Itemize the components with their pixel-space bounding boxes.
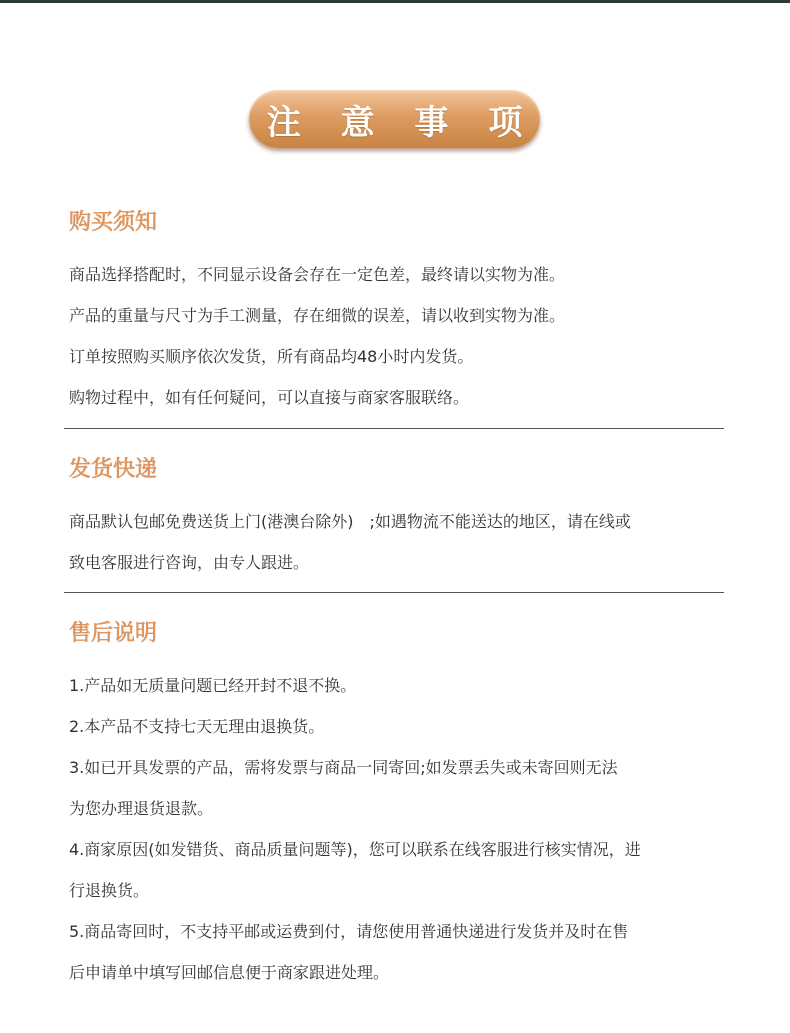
text-line: 购物过程中，如有任何疑问，可以直接与商家客服联络。 bbox=[69, 388, 470, 407]
section-purchase-notice bbox=[69, 208, 725, 418]
section-shipping bbox=[69, 455, 725, 583]
text-line: 4.商家原因(如发错货、商品质量问题等)，您可以联系在线客服进行核实情况，进 bbox=[69, 840, 641, 859]
text-line: 致电客服进行咨询，由专人跟进。 bbox=[69, 553, 310, 572]
section-title: 购买须知 bbox=[69, 210, 158, 235]
text-line: 后申请单中填写回邮信息便于商家跟进处理。 bbox=[69, 963, 390, 982]
text-line: 1.产品如无质量问题已经开封不退不换。 bbox=[69, 676, 357, 695]
text-line: 产品的重量与尺寸为手工测量，存在细微的误差，请以收到实物为准。 bbox=[69, 306, 566, 325]
text-line: 行退换货。 bbox=[69, 881, 150, 900]
text-line: 为您办理退货退款。 bbox=[69, 799, 214, 818]
text-line: 3.如已开具发票的产品，需将发票与商品一同寄回;如发票丢失或未寄回则无法 bbox=[69, 758, 618, 777]
section-title: 售后说明 bbox=[69, 621, 158, 646]
text-line: 5.商品寄回时，不支持平邮或运费到付，请您使用普通快递进行发货并及时在售 bbox=[69, 922, 629, 941]
section-after-sales bbox=[69, 619, 725, 993]
section-title: 发货快递 bbox=[69, 457, 158, 482]
section-divider bbox=[64, 592, 724, 593]
text-line: 商品默认包邮免费送货上门(港澳台除外) ;如遇物流不能送达的地区，请在线或 bbox=[69, 512, 631, 531]
text-line: 商品选择搭配时，不同显示设备会存在一定色差，最终请以实物为准。 bbox=[69, 265, 566, 284]
notice-banner bbox=[249, 90, 540, 148]
banner-title: 注 意 事 项 bbox=[266, 102, 537, 143]
section-divider bbox=[64, 428, 724, 429]
text-line: 2.本产品不支持七天无理由退换货。 bbox=[69, 717, 325, 736]
text-line: 订单按照购买顺序依次发货，所有商品均48小时内发货。 bbox=[69, 347, 474, 366]
top-border bbox=[0, 0, 790, 3]
